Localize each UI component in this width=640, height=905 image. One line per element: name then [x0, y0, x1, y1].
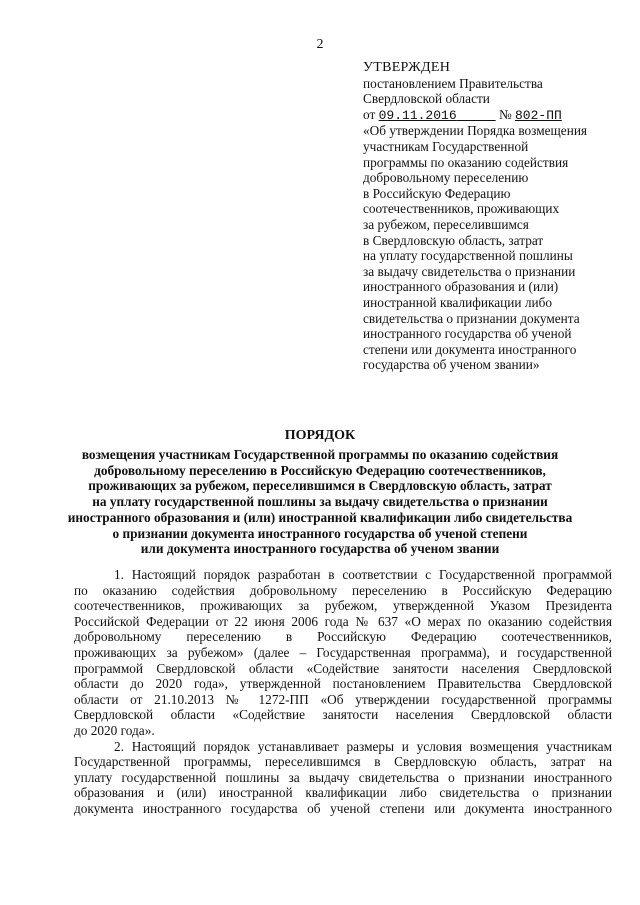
paragraph-1-line: проживающих за рубежом» (далее – Государственная программа), и государственной — [74, 644, 612, 660]
page-number: 2 — [316, 37, 324, 52]
subtitle-line: добровольному переселению в Российскую Федерацию соотечественников, — [94, 462, 546, 478]
subtitle-line: возмещения участникам Государственной программы по оказанию содействия — [81, 447, 559, 462]
paragraph-2-line: Государственной программы, переселившимся в Свердловскую область, затрат на — [74, 754, 612, 770]
paragraph-2-line: 2. Настоящий порядок устанавливает размеры и условия возмещения участникам — [114, 738, 612, 754]
document-subtitle — [40, 447, 600, 557]
subtitle-line: проживающих за рубежом, переселившимся в Свердловскую область, затрат — [88, 478, 552, 494]
subtitle-line: или документа иностранного государства об ученом звании — [140, 541, 500, 557]
approval-date-line — [363, 107, 633, 124]
approval-stamp-block — [363, 60, 633, 373]
approval-line: постановлением Правительства — [363, 75, 543, 91]
approval-subject-line: в Свердловскую область, затрат — [363, 232, 544, 248]
document-title: ПОРЯДОК — [284, 428, 356, 443]
paragraph-2-line: уплату государственной пошлины за выдачу свидетельства о признании иностранного — [74, 769, 612, 785]
paragraph-1-line: Свердловской области «Содействие занятости населения Свердловской области — [74, 707, 612, 723]
paragraph-1-line: по оказанию содействия добровольному переселению в Российскую Федерацию — [74, 582, 612, 598]
approval-subject-line: за выдачу свидетельства о признании — [363, 263, 576, 279]
date-prefix: от — [363, 106, 376, 122]
paragraph-1-line: до 2020 года». — [74, 722, 155, 738]
approval-subject-line: программы по оказанию содействия — [363, 154, 569, 170]
paragraph-2-line: образования и (или) иностранной квалификации либо свидетельства о признании — [74, 785, 612, 801]
approval-date: 09.11.2016 — [378, 107, 457, 123]
paragraph-1-line: добровольному переселению в Российскую Федерацию соотечественников, — [74, 629, 612, 645]
approval-subject — [363, 123, 633, 373]
approval-line: Свердловской области — [363, 91, 490, 107]
approval-subject-line: участникам Государственной — [363, 138, 529, 154]
approval-subject-line: на уплату государственной пошлины — [363, 248, 573, 264]
approval-subject-line: свидетельства о признании документа — [363, 310, 580, 326]
approval-subject-line: государства об ученом звании» — [363, 357, 540, 373]
approval-heading: УТВЕРЖДЕН — [363, 60, 451, 75]
approval-subject-line: иностранного образования и (или) — [363, 279, 559, 295]
paragraph-1-line: области от 21.10.2013 № 1272-ПП «Об утверждении государственной программы — [74, 691, 612, 707]
approval-subject-line: в Российскую Федерацию — [363, 185, 511, 201]
approval-subject-line: за рубежом, переселившимся — [363, 216, 529, 232]
paragraph-1-line: области до 2020 года», утвержденной постановлением Правительства Свердловской — [74, 676, 612, 692]
paragraph-1-line: программой Свердловской области «Содействие занятости населения Свердловской — [74, 660, 612, 676]
paragraph-1-line: Российской Федерации от 22 июня 2006 года № 637 «О мерах по оказанию содействия — [74, 613, 612, 629]
approval-subject-line: «Об утверждении Порядка возмещения — [363, 123, 588, 139]
subtitle-line: на уплату государственной пошлины за выдачу свидетельства о признании — [92, 494, 548, 510]
document-body — [74, 567, 612, 817]
approval-subject-line: степени или документа иностранного — [363, 341, 577, 357]
subtitle-line: иностранного образования и (или) иностранной квалификации либо свидетельства — [67, 509, 573, 525]
paragraph-1-line: 1. Настоящий порядок разработан в соответствии с Государственной программой — [114, 567, 612, 582]
document-title-block — [40, 428, 600, 557]
approval-subject-line: иностранной квалификации либо — [363, 294, 553, 310]
approval-subject-line: добровольному переселению — [363, 170, 529, 186]
approval-number: 802-ПП — [515, 107, 562, 123]
approval-subject-line: иностранного государства об ученой — [363, 326, 572, 342]
approval-subject-line: соотечественников, проживающих — [363, 201, 560, 217]
subtitle-line: о признании документа иностранного государства об ученой степени — [112, 525, 528, 541]
number-prefix: № — [498, 106, 512, 122]
paragraph-2-line: документа иностранного государства об ученой степени или документа иностранного — [74, 800, 612, 816]
paragraph-1-line: соотечественников, проживающих за рубежом, утвержденной Указом Президента — [74, 598, 612, 614]
